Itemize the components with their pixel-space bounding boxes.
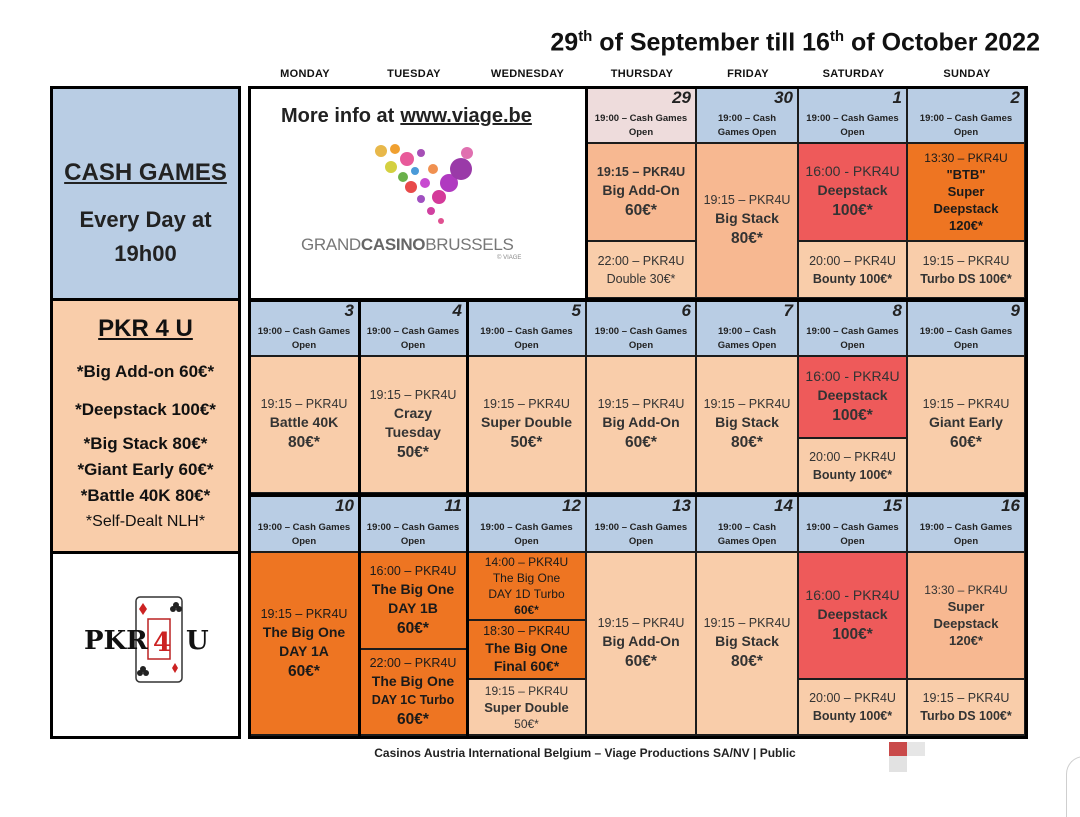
day-cell-13 xyxy=(587,496,697,553)
day-cell-4 xyxy=(360,301,468,357)
day-number: 10 xyxy=(335,496,354,515)
event-big-one-day-1d: 14:00 – PKR4U The Big One DAY 1D Turbo 60€* xyxy=(468,553,587,621)
decor-square-grey xyxy=(889,756,907,772)
day-number: 9 xyxy=(1010,301,1020,320)
pkr4u-item: *Big Stack 80€* xyxy=(83,434,208,453)
pkr4u-panel xyxy=(50,301,241,554)
cash-games-label: 19:00 – Cash Games Open xyxy=(480,326,573,351)
event-super-double: 19:15 – PKR4U Super Double 50€* xyxy=(468,680,587,736)
event-big-one-day-1b: 16:00 – PKR4U The Big One DAY 1B 60€* xyxy=(360,553,468,650)
day-number: 16 xyxy=(1001,496,1020,515)
day-cell-9 xyxy=(908,301,1026,357)
footer-text: Casinos Austria International Belgium – Viage Productions SA/NV | Public xyxy=(374,746,796,760)
cash-games-label: 19:00 – Cash Games Open xyxy=(806,326,899,351)
event-giant-early: 19:15 – PKR4U Giant Early 60€* xyxy=(908,357,1026,494)
pkr4u-item: *Deepstack 100€* xyxy=(75,400,216,419)
day-number: 13 xyxy=(672,496,691,515)
event-big-stack: 19:15 – PKR4U Big Stack 80€* xyxy=(697,357,799,494)
day-header-wednesday: WEDNESDAY xyxy=(490,68,565,80)
event-big-one-day-1c: 22:00 – PKR4U The Big One DAY 1C Turbo 60€* xyxy=(360,650,468,736)
pkr4u-item: *Self-Dealt NLH* xyxy=(85,513,206,530)
cash-games-label: 19:00 – Cash Games Open xyxy=(366,326,460,351)
event-big-add-on: 19:15 – PKR4U Big Add-On 60€* xyxy=(587,144,697,242)
event-deepstack: 16:00 - PKR4U Deepstack 100€* xyxy=(799,144,908,242)
pkr4u-logo-panel xyxy=(50,554,241,739)
day-cell-10 xyxy=(250,496,360,553)
day-header-saturday: SATURDAY xyxy=(822,68,885,80)
screen-corner-artifact xyxy=(1066,756,1080,817)
day-header-thursday: THURSDAY xyxy=(610,68,674,80)
logo-text-middle: 4 xyxy=(153,628,172,658)
day-number: 4 xyxy=(452,301,462,320)
day-cell-1 xyxy=(799,88,908,144)
event-big-add-on: 19:15 – PKR4U Big Add-On 60€* xyxy=(587,553,697,736)
cash-games-label: 19:00 – Cash Games Open xyxy=(717,113,777,138)
day-header-friday: FRIDAY xyxy=(727,68,769,80)
event-big-stack: 19:15 – PKR4U Big Stack 80€* xyxy=(697,553,799,736)
cash-games-label: 19:00 – Cash Games Open xyxy=(919,522,1013,547)
event-deepstack: 16:00 - PKR4U Deepstack 100€* xyxy=(799,357,908,439)
event-bounty: 20:00 – PKR4U Bounty 100€* xyxy=(799,242,908,299)
cash-games-label: 19:00 – Cash Games Open xyxy=(257,326,351,351)
day-number: 29 xyxy=(672,88,691,107)
event-deepstack: 16:00 - PKR4U Deepstack 100€* xyxy=(799,553,908,680)
event-big-add-on: 19:15 – PKR4U Big Add-On 60€* xyxy=(587,357,697,494)
viage-logo-icon xyxy=(321,139,521,239)
cash-games-line1: Every Day at xyxy=(79,207,212,232)
day-cell-2 xyxy=(908,88,1026,144)
day-number: 15 xyxy=(883,496,902,515)
cash-games-label: 19:00 – Cash Games Open xyxy=(919,326,1013,351)
pkr4u-logo xyxy=(50,551,241,736)
day-cell-5 xyxy=(468,301,587,357)
day-header-sunday: SUNDAY xyxy=(943,68,991,80)
cash-games-label: 19:00 – Cash Games Open xyxy=(594,522,688,547)
brand-name: GRANDCASINOBRUSSELS xyxy=(301,235,514,254)
day-cell-11 xyxy=(360,496,468,553)
day-number: 30 xyxy=(774,88,793,107)
day-cell-12 xyxy=(468,496,587,553)
day-number: 6 xyxy=(681,301,691,320)
cash-games-label: 19:00 – Cash Games Open xyxy=(366,522,460,547)
pkr4u-title: PKR 4 U xyxy=(98,315,193,342)
day-header-tuesday: TUESDAY xyxy=(387,68,441,80)
pkr4u-item: *Battle 40K 80€* xyxy=(80,486,211,505)
day-cell-29 xyxy=(587,88,697,144)
event-big-one-final: 18:30 – PKR4U The Big One Final 60€* xyxy=(468,621,587,680)
decor-square-red xyxy=(889,742,907,756)
event-bounty: 20:00 – PKR4U Bounty 100€* xyxy=(799,680,908,736)
day-number: 3 xyxy=(344,301,354,320)
event-battle-40k: 19:15 – PKR4U Battle 40K 80€* xyxy=(250,357,360,494)
cash-games-label: 19:00 – Cash Games Open xyxy=(717,326,777,351)
cash-games-line2: 19h00 xyxy=(114,241,177,266)
cash-games-label: 19:00 – Cash Games Open xyxy=(717,522,777,547)
day-number: 12 xyxy=(562,496,581,515)
cash-games-title: CASH GAMES xyxy=(64,159,227,186)
more-info-text: More info at www.viage.be xyxy=(281,105,532,127)
event-double: 22:00 – PKR4U Double 30€* xyxy=(587,242,697,299)
day-cell-8 xyxy=(799,301,908,357)
brand-sub: © VIAGE xyxy=(497,255,522,261)
website-link[interactable]: www.viage.be xyxy=(400,105,532,127)
day-number: 7 xyxy=(783,301,793,320)
pkr4u-item: *Giant Early 60€* xyxy=(77,460,214,479)
page-title: 29th of September till 16th of October 2022 xyxy=(550,28,1040,57)
pkr4u-item: *Big Add-on 60€* xyxy=(76,362,215,381)
day-cell-30 xyxy=(697,88,799,144)
event-turbo-ds: 19:15 – PKR4U Turbo DS 100€* xyxy=(908,680,1026,736)
event-super-deepstack: 13:30 – PKR4U Super Deepstack 120€* xyxy=(908,553,1026,680)
day-number: 8 xyxy=(892,301,902,320)
event-crazy-tuesday: 19:15 – PKR4U Crazy Tuesday 50€* xyxy=(360,357,468,494)
day-header-monday: MONDAY xyxy=(280,68,330,80)
event-btb-super-deepstack: 13:30 – PKR4U "BTB" Super Deepstack 120€* xyxy=(908,144,1026,242)
cash-games-label: 19:00 – Cash Games Open xyxy=(919,113,1013,138)
day-cell-7 xyxy=(697,301,799,357)
day-number: 14 xyxy=(774,496,793,515)
event-turbo-ds: 19:15 – PKR4U Turbo DS 100€* xyxy=(908,242,1026,299)
cash-games-label: 19:00 – Cash Games Open xyxy=(806,522,899,547)
day-number: 5 xyxy=(571,301,581,320)
event-big-one-day-1a: 19:15 – PKR4U The Big One DAY 1A 60€* xyxy=(250,553,360,736)
info-panel xyxy=(248,86,588,301)
event-bounty: 20:00 – PKR4U Bounty 100€* xyxy=(799,439,908,494)
day-cell-3 xyxy=(250,301,360,357)
cash-games-panel xyxy=(50,86,241,301)
decor-square-grey xyxy=(907,742,925,756)
cash-games-label: 19:00 – Cash Games Open xyxy=(257,522,351,547)
day-number: 11 xyxy=(444,496,462,515)
event-super-double: 19:15 – PKR4U Super Double 50€* xyxy=(468,357,587,494)
logo-text-left: PKR xyxy=(84,626,148,656)
day-cell-14 xyxy=(697,496,799,553)
cash-games-label: 19:00 – Cash Games Open xyxy=(594,326,688,351)
day-cell-16 xyxy=(908,496,1026,553)
day-number: 2 xyxy=(1010,88,1020,107)
day-cell-15 xyxy=(799,496,908,553)
day-cell-6 xyxy=(587,301,697,357)
cash-games-label: 19:00 – Cash Games Open xyxy=(806,113,899,138)
logo-text-right: U xyxy=(186,626,209,656)
cash-games-label: 19:00 – Cash Games Open xyxy=(480,522,573,547)
event-big-stack: 19:15 – PKR4U Big Stack 80€* xyxy=(697,144,799,299)
day-number: 1 xyxy=(892,88,902,107)
cash-games-label: 19:00 – Cash Games Open xyxy=(594,113,688,138)
